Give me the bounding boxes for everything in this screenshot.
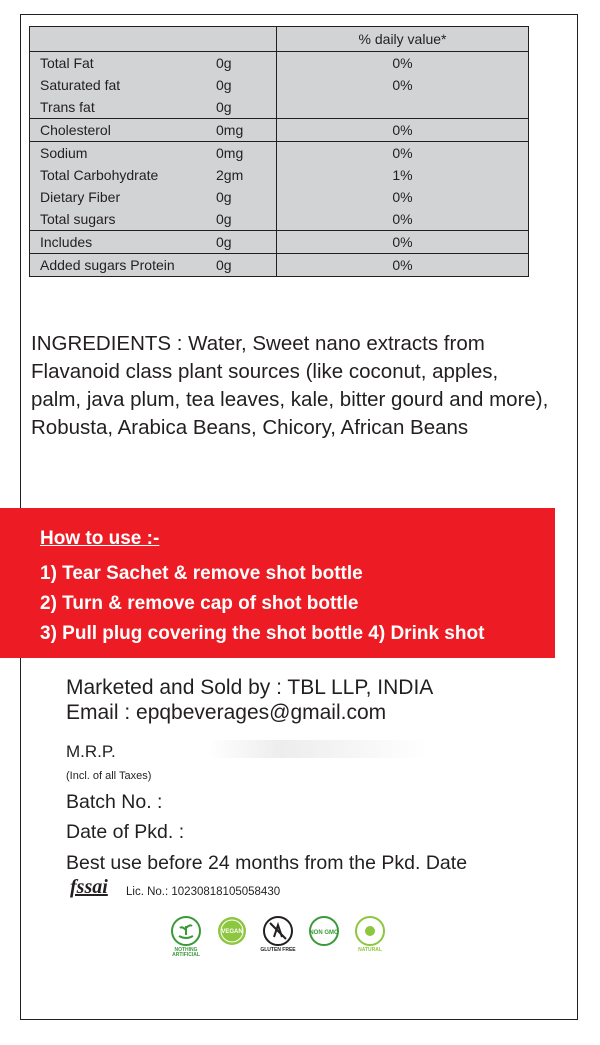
natural-label: NATURAL [358, 947, 382, 953]
marketed-by: Marketed and Sold by : TBL LLP, INDIA [66, 676, 434, 699]
natural-icon [355, 916, 385, 946]
mrp-label: M.R.P. [66, 742, 116, 761]
best-before: Best use before 24 months from the Pkd. Date [66, 852, 468, 874]
table-row: Sodium 0mg 0% [30, 142, 529, 165]
table-row: Trans fat 0g [30, 96, 529, 119]
table-row: Saturated fat 0g 0% [30, 74, 529, 96]
gluten-free-icon [263, 916, 293, 946]
nothing-artificial-label: NOTHING ARTIFICIAL [172, 947, 200, 958]
redacted-price [208, 740, 428, 758]
table-row: Total Carbohydrate 2gm 1% [30, 164, 529, 186]
table-row: Dietary Fiber 0g 0% [30, 186, 529, 208]
step-2: 2) Turn & remove cap of shot bottle [40, 593, 359, 614]
email: Email : epqbeverages@gmail.com [66, 701, 387, 724]
how-to-use-banner [0, 508, 555, 658]
non-gmo-badge-text: NON GMO [309, 930, 339, 936]
vegan-icon [217, 916, 247, 946]
step-1: 1) Tear Sachet & remove shot bottle [40, 563, 363, 584]
daily-value-header: % daily value* [277, 27, 529, 52]
table-row: Added sugars Protein 0g 0% [30, 254, 529, 277]
table-row: Cholesterol 0mg 0% [30, 119, 529, 142]
how-to-use-title: How to use :- [40, 528, 160, 549]
step-3: 3) Pull plug covering the shot bottle 4) Drink shot [40, 623, 485, 644]
table-header [30, 27, 529, 52]
vegan-badge-text: VEGAN [221, 929, 243, 935]
license-number: Lic. No.: 10230818105058430 [126, 886, 281, 898]
fssai-logo: fssai [70, 876, 108, 898]
table-row: Total Fat 0g 0% [30, 52, 529, 75]
non-gmo-icon [309, 916, 339, 946]
ingredients-text: INGREDIENTS : Water, Sweet nano extracts from Flavanoid class plant sources (like coconut, apples, palm, java plum, tea leaves, kale, bitter gourd and more), Robusta, Arabica Beans, Chicory, African Beans [31, 332, 549, 439]
gluten-free-label: GLUTEN FREE [260, 947, 296, 953]
date-packed: Date of Pkd. : [66, 821, 185, 843]
table-row: Includes 0g 0% [30, 231, 529, 254]
nutrition-table [29, 26, 529, 277]
nothing-artificial-icon [171, 916, 201, 946]
taxes-note: (Incl. of all Taxes) [66, 770, 152, 782]
table-row: Total sugars 0g 0% [30, 208, 529, 231]
batch-no: Batch No. : [66, 791, 163, 813]
